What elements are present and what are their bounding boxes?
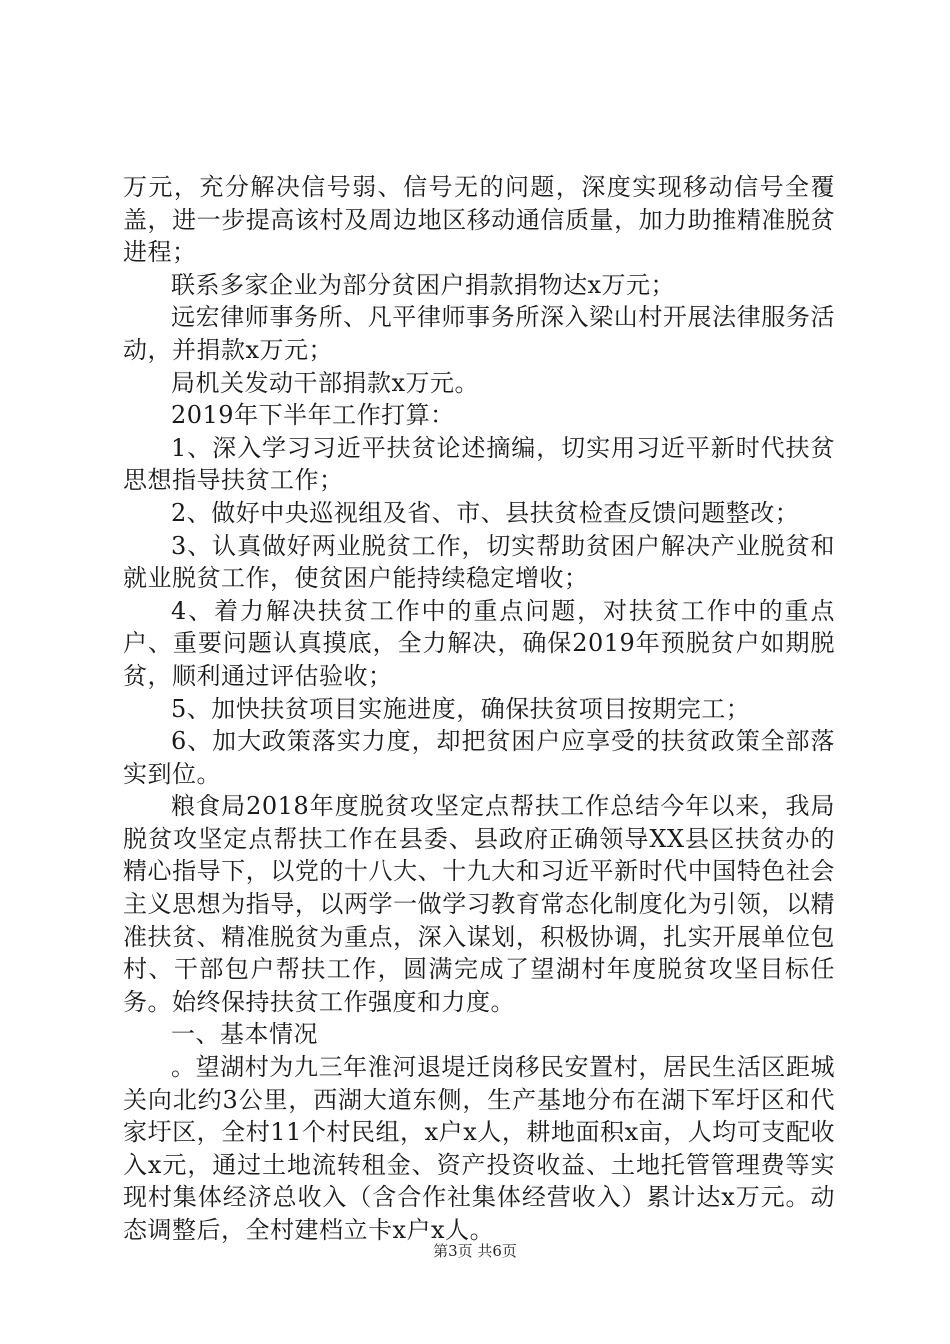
paragraph-11: 6、加大政策落实力度，却把贫困户应享受的扶贫政策全部落实到位。 [123,727,835,788]
document-body [123,171,835,1247]
page-footer: 第3页 共6页 [433,1242,517,1260]
paragraph-8: 3、认真做好两业脱贫工作，切实帮助贫困户解决产业脱贫和就业脱贫工作，使贫困户能持续稳定增收； [123,531,835,593]
paragraph-2: 联系多家企业为部分贫困户捐款捐物达x万元； [171,270,676,299]
paragraph-10: 5、加快扶贫项目实施进度，确保扶贫项目按期完工； [171,694,751,723]
paragraph-14: 。望湖村为九三年淮河退堤迁岗移民安置村，居民生活区距城关向北约3公里，西湖大道东侧，生产基地分布在湖下军圩区和代家圩区，全村11个村民组，x户x人，耕地面积x亩，人均可支配收入x元，通过土地流转租金、资产投资收益、土地托管管理费等实现村集体经济总收入（含合作社集体经营收入）累计达x万元。动态调整后，全村建档立卡x户x人。 [123,1053,835,1244]
paragraph-5-heading: 2019年下半年工作打算： [171,401,455,430]
paragraph-6: 1、深入学习习近平扶贫论述摘编，切实用习近平新时代扶贫思想指导扶贫工作； [123,433,835,495]
paragraph-9: 4、着力解决扶贫工作中的重点问题，对扶贫工作中的重点户、重要问题认真摸底，全力解决，确保2019年预脱贫户如期脱贫，顺利通过评估验收； [123,596,835,690]
paragraph-3: 远宏律师事务所、凡平律师事务所深入梁山村开展法律服务活动，并捐款x万元； [123,303,835,364]
paragraph-12: 粮食局2018年度脱贫攻坚定点帮扶工作总结今年以来，我局脱贫攻坚定点帮扶工作在县委、县政府正确领导XX县区扶贫办的精心指导下，以党的十八大、十九大和习近平新时代中国特色社会主义思想为指导，以两学一做学习教育常态化制度化为引领，以精准扶贫、精准脱贫为重点，深入谋划，积极协调，扎实开展单位包村、干部包户帮扶工作，圆满完成了望湖村年度脱贫攻坚目标任务。始终保持扶贫工作强度和力度。 [123,792,835,1016]
section-heading: 一、基本情况 [171,1020,318,1049]
paragraph-4: 局机关发动干部捐款x万元。 [171,368,480,397]
paragraph-1: 万元，充分解决信号弱、信号无的问题，深度实现移动信号全覆盖，进一步提高该村及周边地区移动通信质量，加力助推精准脱贫进程； [123,173,835,267]
paragraph-7: 2、做好中央巡视组及省、市、县扶贫检查反馈问题整改； [171,498,800,527]
